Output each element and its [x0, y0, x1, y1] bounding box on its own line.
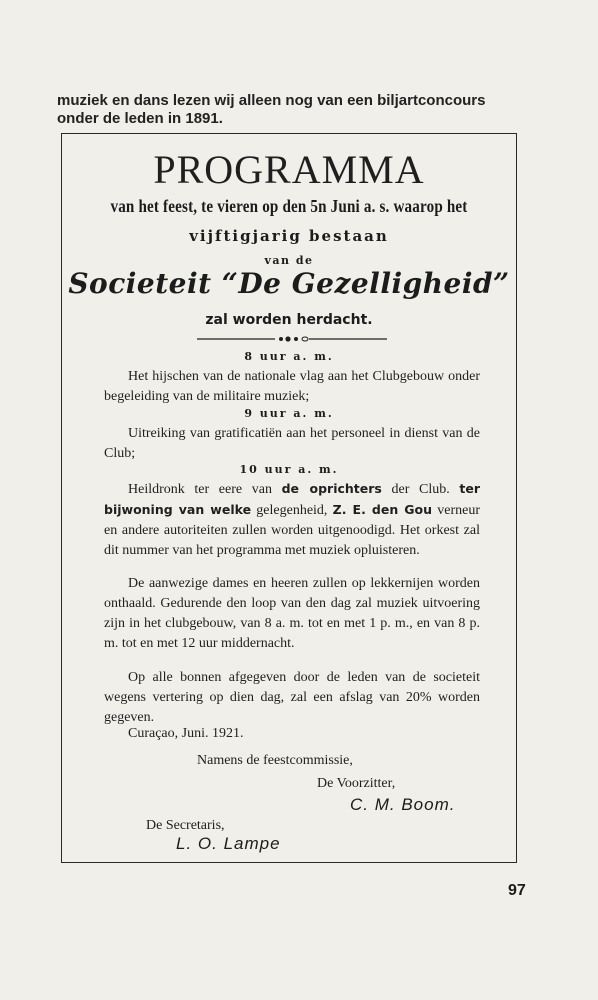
chairman-name: C. M. Boom. [350, 795, 456, 814]
item-toast [104, 479, 480, 561]
page-number: 97 [508, 882, 526, 899]
society-name: Societeit “De Gezelligheid” [68, 267, 510, 300]
time-heading-10am: 10 uur a. m. [239, 463, 339, 476]
time-heading-8am: 8 uur a. m. [244, 350, 334, 363]
place-date: Curaçao, Juni. 1921. [128, 726, 244, 741]
time-heading-9am: 9 uur a. m. [244, 407, 334, 420]
item-refreshments: De aanwezige dames en heeren zullen op lekkernijen worden onthaald. Gedurende den loop van den dag zal muziek uitvoering zijn in het clubgebouw, van 8 a. m. tot en met 1 p. m., en van 8 p. m. tot en met 12 uur middernacht. [104, 576, 480, 651]
item-gratifications: Uitreiking van gratificatiën aan het personeel in dienst van de Club; [104, 426, 480, 461]
committee-line: Namens de feestcommissie, [197, 753, 353, 768]
chairman-title: De Voorzitter, [317, 776, 396, 791]
toast-text-b: de oprichters [281, 481, 382, 496]
intro-line-2: onder de leden in 1891. [57, 110, 223, 127]
toast-text-a: Heildronk ter eere van [128, 482, 282, 497]
ornament-divider [197, 334, 387, 344]
secretary-name: L. O. Lampe [176, 834, 281, 853]
toast-text-f: Z. E. den Gou [332, 502, 433, 517]
program-herdacht-line: zal worden herdacht. [205, 312, 373, 328]
program-anniversary-line: vijftigjarig bestaan [189, 227, 389, 245]
program-notice [61, 133, 517, 863]
intro-line-1: muziek en dans lezen wij alleen nog van een biljartconcours [57, 92, 486, 109]
program-title: PROGRAMMA [153, 147, 425, 192]
item-flag-raising: Het hijschen van de nationale vlag aan het Clubgebouw onder begeleiding van de militaire muziek; [104, 369, 480, 404]
toast-text-e: gelegenheid, [251, 503, 333, 518]
program-van-de-line: van de [264, 254, 314, 267]
program-subtitle-line: van het feest, te vieren op den 5n Juni a. s. waarop het [110, 196, 468, 216]
intro-text [57, 92, 537, 128]
toast-text-g: verneur en andere autoriteiten zullen worden uitgenoodigd. Het orkest zal dit nummer van het programma met muziek opluisteren. [104, 503, 480, 558]
toast-text-d: ter bijwoning van welke [104, 481, 480, 517]
secretary-title: De Secretaris, [146, 818, 225, 833]
toast-text-c: der Club. [381, 482, 460, 497]
item-discount: Op alle bonnen afgegeven door de leden van de societeit wegens vertering op dien dag, zal een afslag van 20% worden gegeven. [104, 670, 480, 725]
